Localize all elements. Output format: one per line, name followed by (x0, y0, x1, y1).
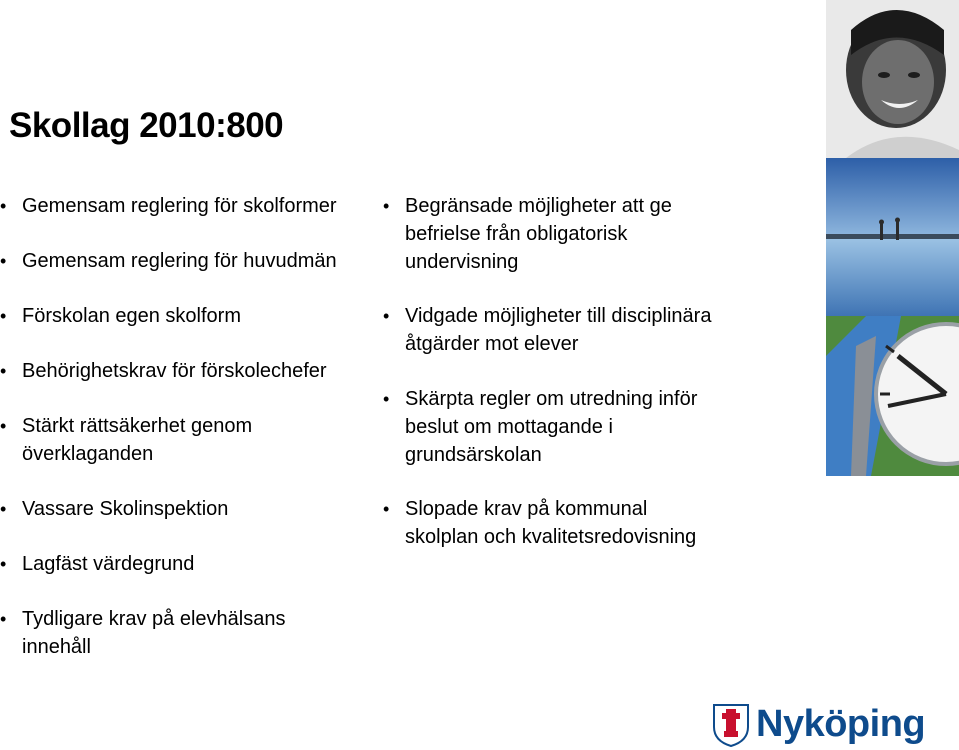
bullet-item: • Skärpta regler om utredning inför (383, 385, 805, 413)
bullet-item-continuation: åtgärder mot elever (405, 333, 579, 355)
bullet-item-continuation: överklaganden (22, 443, 154, 465)
bullet-item-continuation: beslut om mottagande i (405, 416, 613, 438)
bullet-item-continuation: innehåll (22, 636, 91, 658)
station-clock-photo (826, 316, 959, 476)
bullet-item: • Slopade krav på kommunal (383, 495, 805, 523)
bullet-item-continuation: skolplan och kvalitetsredovisning (405, 526, 697, 548)
bullet-item-continuation: undervisning (405, 251, 519, 273)
bullet-item-continuation: befrielse från obligatorisk (405, 223, 628, 245)
slide-title: Skollag 2010:800 (9, 106, 284, 145)
bullet-item: • Begränsade möjligheter att ge (383, 192, 805, 220)
bullet-item: • Lagfäst värdegrund (0, 550, 422, 578)
bullet-item: • Gemensam reglering för huvudmän (0, 247, 422, 275)
bullet-item: • Behörighetskrav för förskolechefer (0, 357, 422, 385)
bullet-item: • Vidgade möjligheter till disciplinära (383, 302, 805, 330)
bullet-item: • Tydligare krav på elevhälsans (0, 605, 422, 633)
bullet-item: • Vassare Skolinspektion (0, 495, 422, 523)
bullet-item: • Gemensam reglering för skolformer (0, 192, 422, 220)
bullet-item: • Stärkt rättsäkerhet genom (0, 412, 422, 440)
logo-text: Nyköping (756, 703, 926, 745)
bullet-item: • Förskolan egen skolform (0, 302, 422, 330)
photo-strip (826, 0, 959, 476)
portrait-photo (826, 0, 959, 158)
ice-skating-photo (826, 158, 959, 316)
coat-of-arms-icon (712, 703, 750, 747)
nykoping-logo (712, 703, 952, 749)
bullet-item-continuation: grundsärskolan (405, 444, 542, 466)
